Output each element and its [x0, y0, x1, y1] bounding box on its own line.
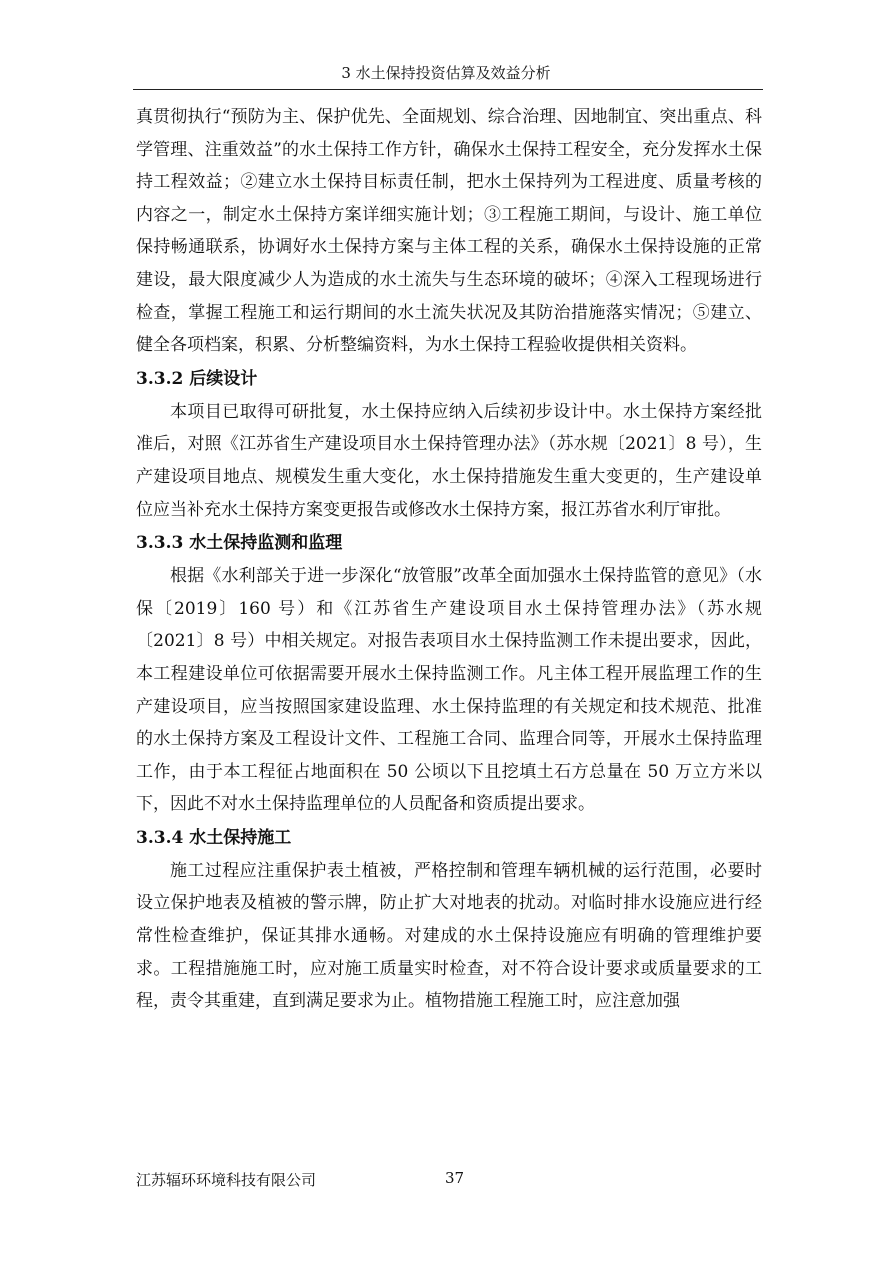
footer-company: 江苏辐环环境科技有限公司 [136, 1171, 317, 1189]
paragraph-text: 根据《水利部关于进一步深化“放管服”改革全面加强水土保持监管的意见》（水保〔2019〕160 号）和《江苏省生产建设项目水土保持管理办法》（苏水规〔2021〕8 号）中相关规定。对报告表项目水土保持监测工作未提出要求，因此，本工程建设单位可依据需要开展水土保持监测工作。凡主体工程开展监理工作的生产建设项目，应当按照国家建设监理、水土保持监理的有关规定和技术规范、批准的水土保持方案及工程设计文件、工程施工合同、监理合同等，开展水土保持监理工作，由于本工程征占地面积在 50 公顷以下且挖填土石方总量在 50 万立方米以下，因此不对水土保持监理单位的人员配备和资质提出要求。 [136, 566, 762, 815]
section-3-3-2-body [136, 396, 762, 526]
section-3-3-4-body [136, 855, 762, 1018]
paragraph-text: 真贯彻执行“预防为主、保护优先、全面规划、综合治理、因地制宜、突出重点、科学管理、注重效益”的水土保持工作方针，确保水土保持工程安全，充分发挥水土保持工程效益；②建立水土保持目标责任制，把水土保持列为工程进度、质量考核的内容之一，制定水土保持方案详细实施计划；③工程施工期间，与设计、施工单位保持畅通联系，协调好水土保持方案与主体工程的关系，确保水土保持设施的正常建设，最大限度减少人为造成的水土流失与生态环境的破坏；④深入工程现场进行检查，掌握工程施工和运行期间的水土流失状况及其防治措施落实情况；⑤建立、健全各项档案，积累、分析整编资料，为水土保持工程验收提供相关资料。 [136, 107, 762, 356]
section-heading-3-3-3: 3.3.3 水土保持监测和监理 [136, 533, 343, 554]
section-heading-3-3-4: 3.3.4 水土保持施工 [136, 827, 292, 848]
section-heading-3-3-2: 3.3.2 后续设计 [136, 368, 258, 389]
page-body [136, 101, 762, 1018]
page-number: 37 [445, 1169, 465, 1187]
section-3-3-3-body [136, 560, 762, 821]
intro-paragraph [136, 101, 762, 362]
paragraph-text: 本项目已取得可研批复，水土保持应纳入后续初步设计中。水土保持方案经批准后，对照《江苏省生产建设项目水土保持管理办法》（苏水规〔2021〕8 号），生产建设项目地点、规模发生重大变化，水土保持措施发生重大变更的，生产建设单位应当补充水土保持方案变更报告或修改水土保持方案，报江苏省水利厅审批。 [136, 401, 762, 520]
running-header: 3 水土保持投资估算及效益分析 [341, 64, 551, 82]
paragraph-text: 施工过程应注重保护表土植被，严格控制和管理车辆机械的运行范围，必要时设立保护地表及植被的警示牌，防止扩大对地表的扰动。对临时排水设施应进行经常性检查维护，保证其排水通畅。对建成的水土保持设施应有明确的管理维护要求。工程措施施工时，应对施工质量实时检查，对不符合设计要求或质量要求的工程，责令其重建，直到满足要求为止。植物措施工程施工时，应注意加强 [136, 860, 762, 1012]
header-divider [133, 89, 763, 90]
